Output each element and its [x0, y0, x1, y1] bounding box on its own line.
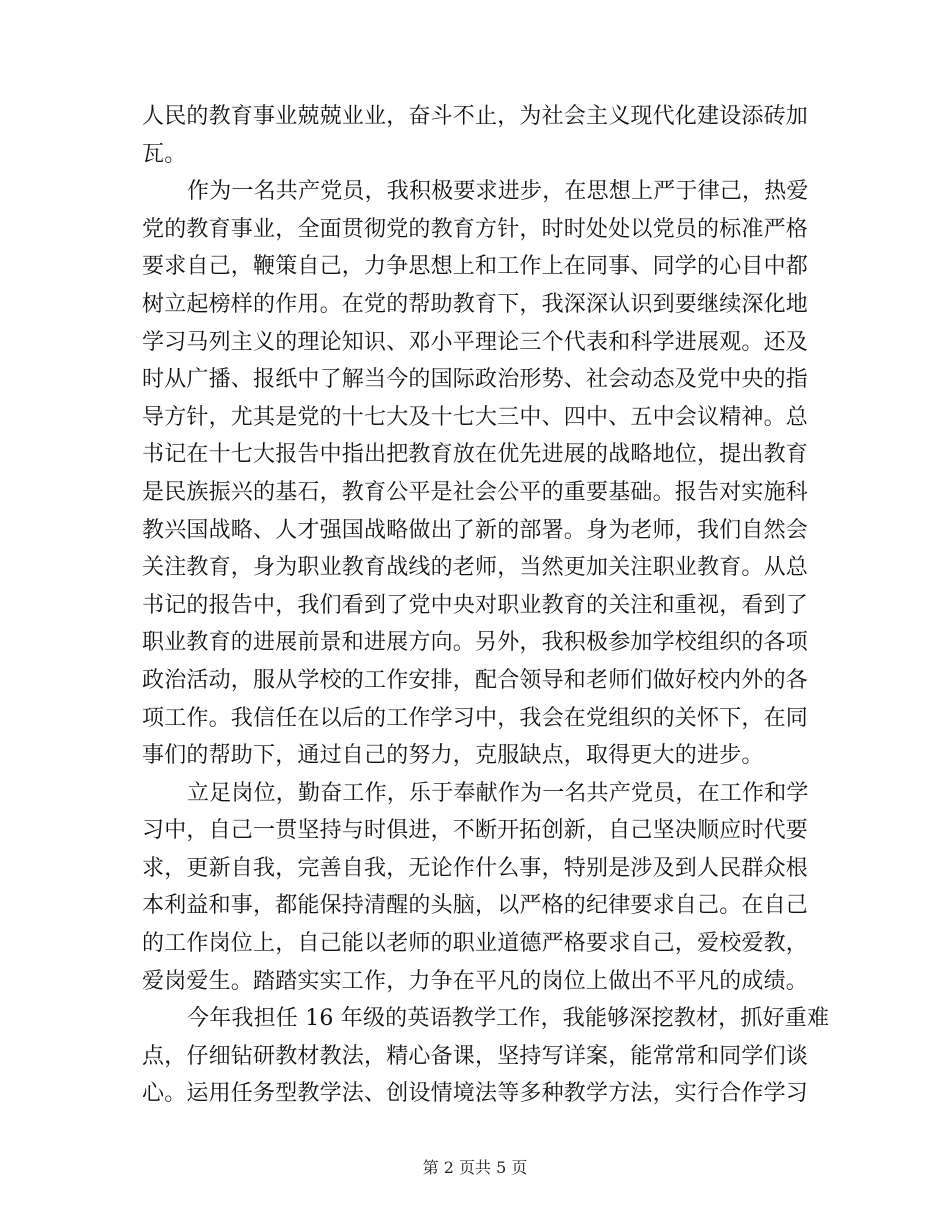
text-line: 党的教育事业，全面贯彻党的教育方针，时时处处以党员的标准严格 — [142, 216, 809, 242]
text-line: 树立起榜样的作用。在党的帮助教育下，我深深认识到要继续深化地 — [142, 291, 809, 317]
text-line: 书记的报告中，我们看到了党中央对职业教育的关注和重视，看到了 — [142, 592, 809, 618]
page-number-footer: 第 2 页共 5 页 — [422, 1158, 528, 1177]
text-line: 点，仔细钻研教材教法，精心备课，坚持写详案，能常常和同学们谈 — [142, 1043, 809, 1069]
text-line: 的工作岗位上，自己能以老师的职业道德严格要求自己，爱校爱教， — [142, 931, 809, 957]
text-line: 本利益和事，都能保持清醒的头脑，以严格的纪律要求自己。在自己 — [142, 893, 809, 919]
text-line: 学习马列主义的理论知识、邓小平理论三个代表和科学进展观。还及 — [142, 329, 809, 355]
text-line: 职业教育的进展前景和进展方向。另外，我积极参加学校组织的各项 — [142, 630, 809, 656]
text-line: 政治活动，服从学校的工作安排，配合领导和老师们做好校内外的各 — [142, 667, 809, 693]
text-line: 导方针，尤其是党的十七大及十七大三中、四中、五中会议精神。总 — [142, 404, 809, 430]
text-line: 时从广播、报纸中了解当今的国际政治形势、社会动态及党中央的指 — [142, 367, 809, 393]
text-line: 爱岗爱生。踏踏实实工作，力争在平凡的岗位上做出不平凡的成绩。 — [142, 968, 809, 994]
text-line: 事们的帮助下，通过自己的努力，克服缺点，取得更大的进步。 — [142, 743, 764, 769]
text-line: 关注教育，身为职业教育战线的老师，当然更加关注职业教育。从总 — [142, 555, 809, 581]
document-body — [142, 98, 830, 1113]
paragraph-first-line: 今年我担任 16 年级的英语教学工作，我能够深挖教材，抓好重难 — [187, 1006, 830, 1032]
text-line: 项工作。我信任在以后的工作学习中，我会在党组织的关怀下，在同 — [142, 705, 809, 731]
text-line: 书记在十七大报告中指出把教育放在优先进展的战略地位，提出教育 — [142, 442, 809, 468]
text-line: 习中，自己一贯坚持与时俱进，不断开拓创新，自己坚决顺应时代要 — [142, 818, 809, 844]
text-line: 瓦。 — [142, 141, 187, 167]
paragraph-first-line: 作为一名共产党员，我积极要求进步，在思想上严于律己，热爱 — [187, 179, 809, 205]
text-line: 教兴国战略、人才强国战略做出了新的部署。身为老师，我们自然会 — [142, 517, 809, 543]
text-line: 人民的教育事业兢兢业业，奋斗不止，为社会主义现代化建设添砖加 — [142, 104, 809, 129]
text-line: 求，更新自我，完善自我，无论作什么事，特别是涉及到人民群众根 — [142, 855, 809, 881]
paragraph-first-line: 立足岗位，勤奋工作，乐于奉献作为一名共产党员，在工作和学 — [187, 780, 809, 806]
text-line: 要求自己，鞭策自己，力争思想上和工作上在同事、同学的心目中都 — [142, 254, 809, 280]
text-line: 心。运用任务型教学法、创设情境法等多种教学方法，实行合作学习 — [142, 1081, 809, 1107]
text-line: 是民族振兴的基石，教育公平是社会公平的重要基础。报告对实施科 — [142, 479, 809, 505]
